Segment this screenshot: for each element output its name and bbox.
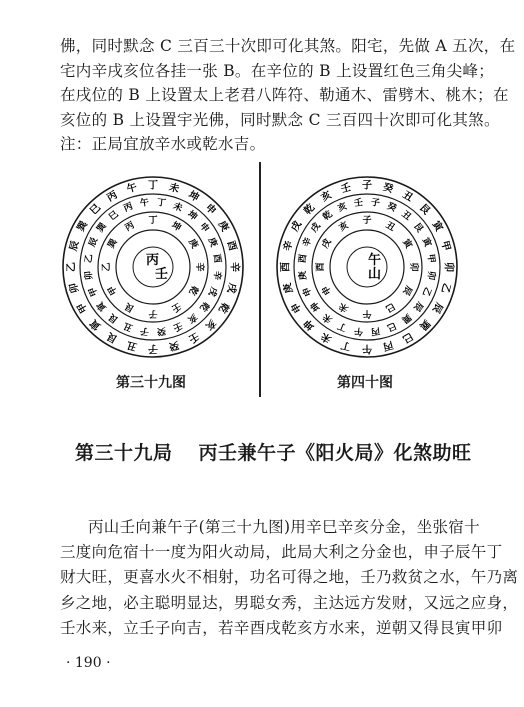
ring-glyph: 乙 [83, 253, 96, 264]
text-line: 佛，同时默念 C 三百三十次即可化其煞。阳宅，先做 A 五次，在 [60, 37, 516, 55]
ring-glyph: 亥 [337, 220, 351, 234]
ring-glyph: 甲 [438, 239, 452, 253]
ring-glyph: 午 [362, 342, 372, 354]
ring-glyph: 辛 [210, 270, 223, 281]
ring-glyph: 卯 [68, 281, 82, 295]
ring-glyph: 甲 [75, 300, 91, 315]
ring-glyph: 丁 [339, 338, 353, 352]
ring-glyph: 子 [370, 197, 381, 210]
outer-ring-glyphs [279, 180, 456, 356]
text-line: 壬水来，立壬子向吉，若辛酉戌乾亥方水来，逆朝又得艮寅甲卯 [60, 618, 503, 637]
ring-glyph: 坤 [185, 209, 199, 223]
center-glyph: 山 [368, 267, 382, 282]
section-number: 第三十九局 [75, 442, 173, 464]
figure-39-compass [58, 172, 248, 362]
ring-glyph: 未 [319, 329, 334, 345]
ring-glyph: 巳 [88, 202, 104, 218]
ring-glyph: 亥 [202, 316, 218, 332]
center-glyph: 丙 [146, 253, 160, 268]
ring-glyph: 亥 [185, 311, 199, 325]
text-line: 亥位的 B 上设置宇光佛，同时默念 C 三百四十次即可化其煞。 [60, 110, 500, 129]
ring-glyph: 丑 [125, 338, 139, 352]
compass-diagram [58, 172, 248, 362]
ring-glyph: 癸 [156, 324, 167, 337]
ring-glyph: 辛 [282, 239, 296, 253]
ring-glyph: 辛 [194, 262, 204, 272]
ring-glyph: 戌 [289, 219, 305, 234]
ring-glyph: 子 [148, 308, 158, 318]
ring-glyph: 乾 [197, 299, 211, 313]
figure-40-caption: 第四十图 [337, 375, 393, 391]
ring-glyph: 壬 [339, 182, 353, 196]
ring-glyph: 丙 [122, 201, 135, 215]
ring-glyph: 癸 [167, 338, 181, 352]
ring-glyph: 酉 [297, 253, 310, 264]
ring-glyph: 丑 [400, 189, 415, 205]
section-heading [75, 438, 472, 465]
ring-glyph: 戌 [224, 281, 238, 295]
ring-glyph: 辛 [228, 262, 240, 272]
center-glyph: 午 [368, 253, 382, 268]
ring-glyph: 坤 [302, 316, 318, 332]
ring-glyph: 壬 [186, 329, 201, 345]
ring-glyph: 巳 [400, 329, 415, 345]
text-line: 乡之地，必主聪明显达，男聪女秀，主达远方发财，又远之应身， [60, 593, 519, 612]
ring-glyph: 丁 [156, 197, 167, 210]
ring-glyph: 未 [337, 300, 351, 314]
ring-glyph: 庚 [215, 219, 231, 234]
ring-glyph: 乾 [215, 300, 231, 315]
ring-glyph: 戌 [309, 221, 323, 235]
ring-glyph: 酉 [280, 262, 292, 272]
ring-glyph: 艮 [123, 300, 137, 314]
ring-glyph: 辛 [301, 236, 315, 249]
ring-glyph: 乙 [102, 262, 112, 272]
figure-39-caption: 第三十九图 [116, 375, 186, 391]
ring-glyph: 戌 [320, 237, 334, 251]
ring-glyph: 壬 [169, 300, 183, 314]
compass-diagram [272, 172, 462, 362]
figure-40-compass [272, 172, 462, 362]
ring-glyph: 酉 [210, 253, 223, 264]
ring-glyph: 卯 [442, 262, 454, 272]
ring-glyph: 未 [167, 182, 181, 196]
ring-glyph: 壬 [353, 197, 364, 210]
section-title: 丙壬兼午子《阳火局》化煞助旺 [198, 442, 472, 464]
ring-glyph: 辰 [411, 299, 425, 313]
ring-glyph: 申 [202, 202, 218, 218]
ring-glyph: 寅 [88, 316, 104, 332]
ring-glyph: 卯 [424, 270, 437, 281]
ring-glyph: 癸 [381, 182, 395, 196]
ring-glyph: 壬 [171, 319, 184, 333]
ring-glyph: 申 [320, 283, 334, 297]
ring-glyph: 乾 [321, 209, 335, 223]
ring-glyph: 乙 [419, 285, 433, 298]
ring-glyph: 巽 [75, 219, 91, 234]
text-line: 三度向危宿十一度为阳火动局，此局大利之分金也，申子辰午丁 [60, 543, 503, 562]
ring-glyph: 巳 [383, 300, 397, 314]
ring-glyph: 甲 [106, 283, 120, 297]
ring-glyph: 午 [362, 308, 372, 318]
ring-glyph: 丙 [381, 338, 395, 352]
ring-glyph: 丁 [148, 180, 158, 192]
ring-glyph: 午 [139, 197, 150, 210]
ring-glyph: 亥 [319, 189, 334, 205]
ring-glyph: 艮 [107, 311, 121, 325]
ring-glyph: 丙 [105, 189, 120, 205]
ring-glyph: 巽 [95, 221, 109, 235]
ring-glyph: 甲 [87, 285, 101, 298]
ring-glyph: 乾 [302, 202, 318, 218]
ring-glyph: 艮 [105, 329, 120, 345]
ring-glyph: 辰 [87, 236, 101, 249]
body-paragraph [60, 515, 519, 641]
ring-glyph: 寅 [400, 237, 414, 251]
ring-glyph: 巽 [416, 316, 432, 332]
ring-glyph: 寅 [429, 219, 445, 234]
ring-glyph: 未 [171, 201, 184, 215]
ring-glyph: 辰 [429, 300, 445, 315]
ring-glyph: 寅 [95, 299, 109, 313]
ring-glyph: 艮 [416, 202, 432, 218]
ring-glyph: 丑 [122, 319, 135, 333]
ring-glyph: 未 [321, 311, 335, 325]
ring-glyph: 癸 [385, 201, 398, 215]
ring-glyph: 巳 [107, 209, 121, 223]
ring-glyph: 庚 [282, 281, 296, 295]
ring-glyph: 申 [197, 221, 211, 235]
ring-glyph: 丑 [383, 220, 397, 234]
ring-glyph: 卯 [408, 262, 418, 272]
ring-glyph: 丙 [123, 220, 137, 234]
ring-glyph: 甲 [424, 253, 437, 264]
ring-glyph: 坤 [186, 189, 201, 205]
ring-glyph: 巽 [106, 237, 120, 251]
ring-glyph: 乾 [186, 283, 200, 297]
text-line: 财大旺，更喜水火不相射，功名可得之地，壬乃救贫之水，午乃离 [60, 568, 519, 587]
ring-glyph: 寅 [419, 236, 433, 249]
page-number: · 190 · [66, 655, 111, 671]
ring-glyph: 酉 [316, 262, 326, 272]
ring-glyph: 子 [362, 180, 372, 192]
ring-glyph: 艮 [411, 221, 425, 235]
ring-glyph: 乙 [66, 262, 78, 272]
ring-glyph: 子 [139, 324, 150, 337]
center-glyph: 壬 [155, 267, 169, 282]
ring-glyph: 坤 [309, 299, 323, 313]
ring-glyph: 申 [301, 285, 315, 298]
text-line: 宅内辛戌亥位各挂一张 B。在辛位的 B 上设置红色三角尖峰； [60, 61, 495, 80]
ring-glyph: 庚 [205, 236, 219, 249]
ring-glyph: 午 [353, 324, 364, 337]
ring-glyph: 申 [289, 300, 305, 315]
ring-glyph: 乙 [438, 281, 452, 295]
ring-glyph: 丁 [336, 319, 349, 333]
ring-glyph: 巳 [385, 319, 398, 333]
text-line: 注：正局宜放辛水或乾水吉。 [60, 135, 266, 153]
ring-glyph: 午 [125, 182, 139, 196]
figure-divider [259, 162, 261, 397]
text-line: 丙山壬向兼午子(第三十九图)用辛巳辛亥分金，坐张宿十 [88, 518, 480, 536]
text-line: 在戌位的 B 上设置太上老君八阵符、勒通木、雷劈木、桃木；在 [60, 86, 509, 104]
ring-glyph: 坤 [169, 220, 183, 234]
ring-glyph: 丁 [148, 216, 158, 226]
ring-glyph: 丑 [399, 209, 413, 223]
ring-glyph: 丙 [370, 324, 381, 337]
ring-glyph: 子 [362, 216, 372, 226]
ring-glyph: 酉 [224, 239, 238, 253]
ring-glyph: 辰 [68, 239, 82, 253]
top-paragraph [60, 34, 516, 157]
ring-glyph: 亥 [336, 201, 349, 215]
ring-glyph: 卯 [83, 270, 96, 281]
ring-glyph: 庚 [297, 270, 310, 281]
ring-glyph: 巽 [399, 311, 413, 325]
ring-glyph: 戌 [205, 285, 219, 298]
ring-glyph: 辰 [400, 283, 414, 297]
ring-glyph: 子 [148, 342, 158, 354]
ring-glyph: 庚 [186, 237, 200, 251]
